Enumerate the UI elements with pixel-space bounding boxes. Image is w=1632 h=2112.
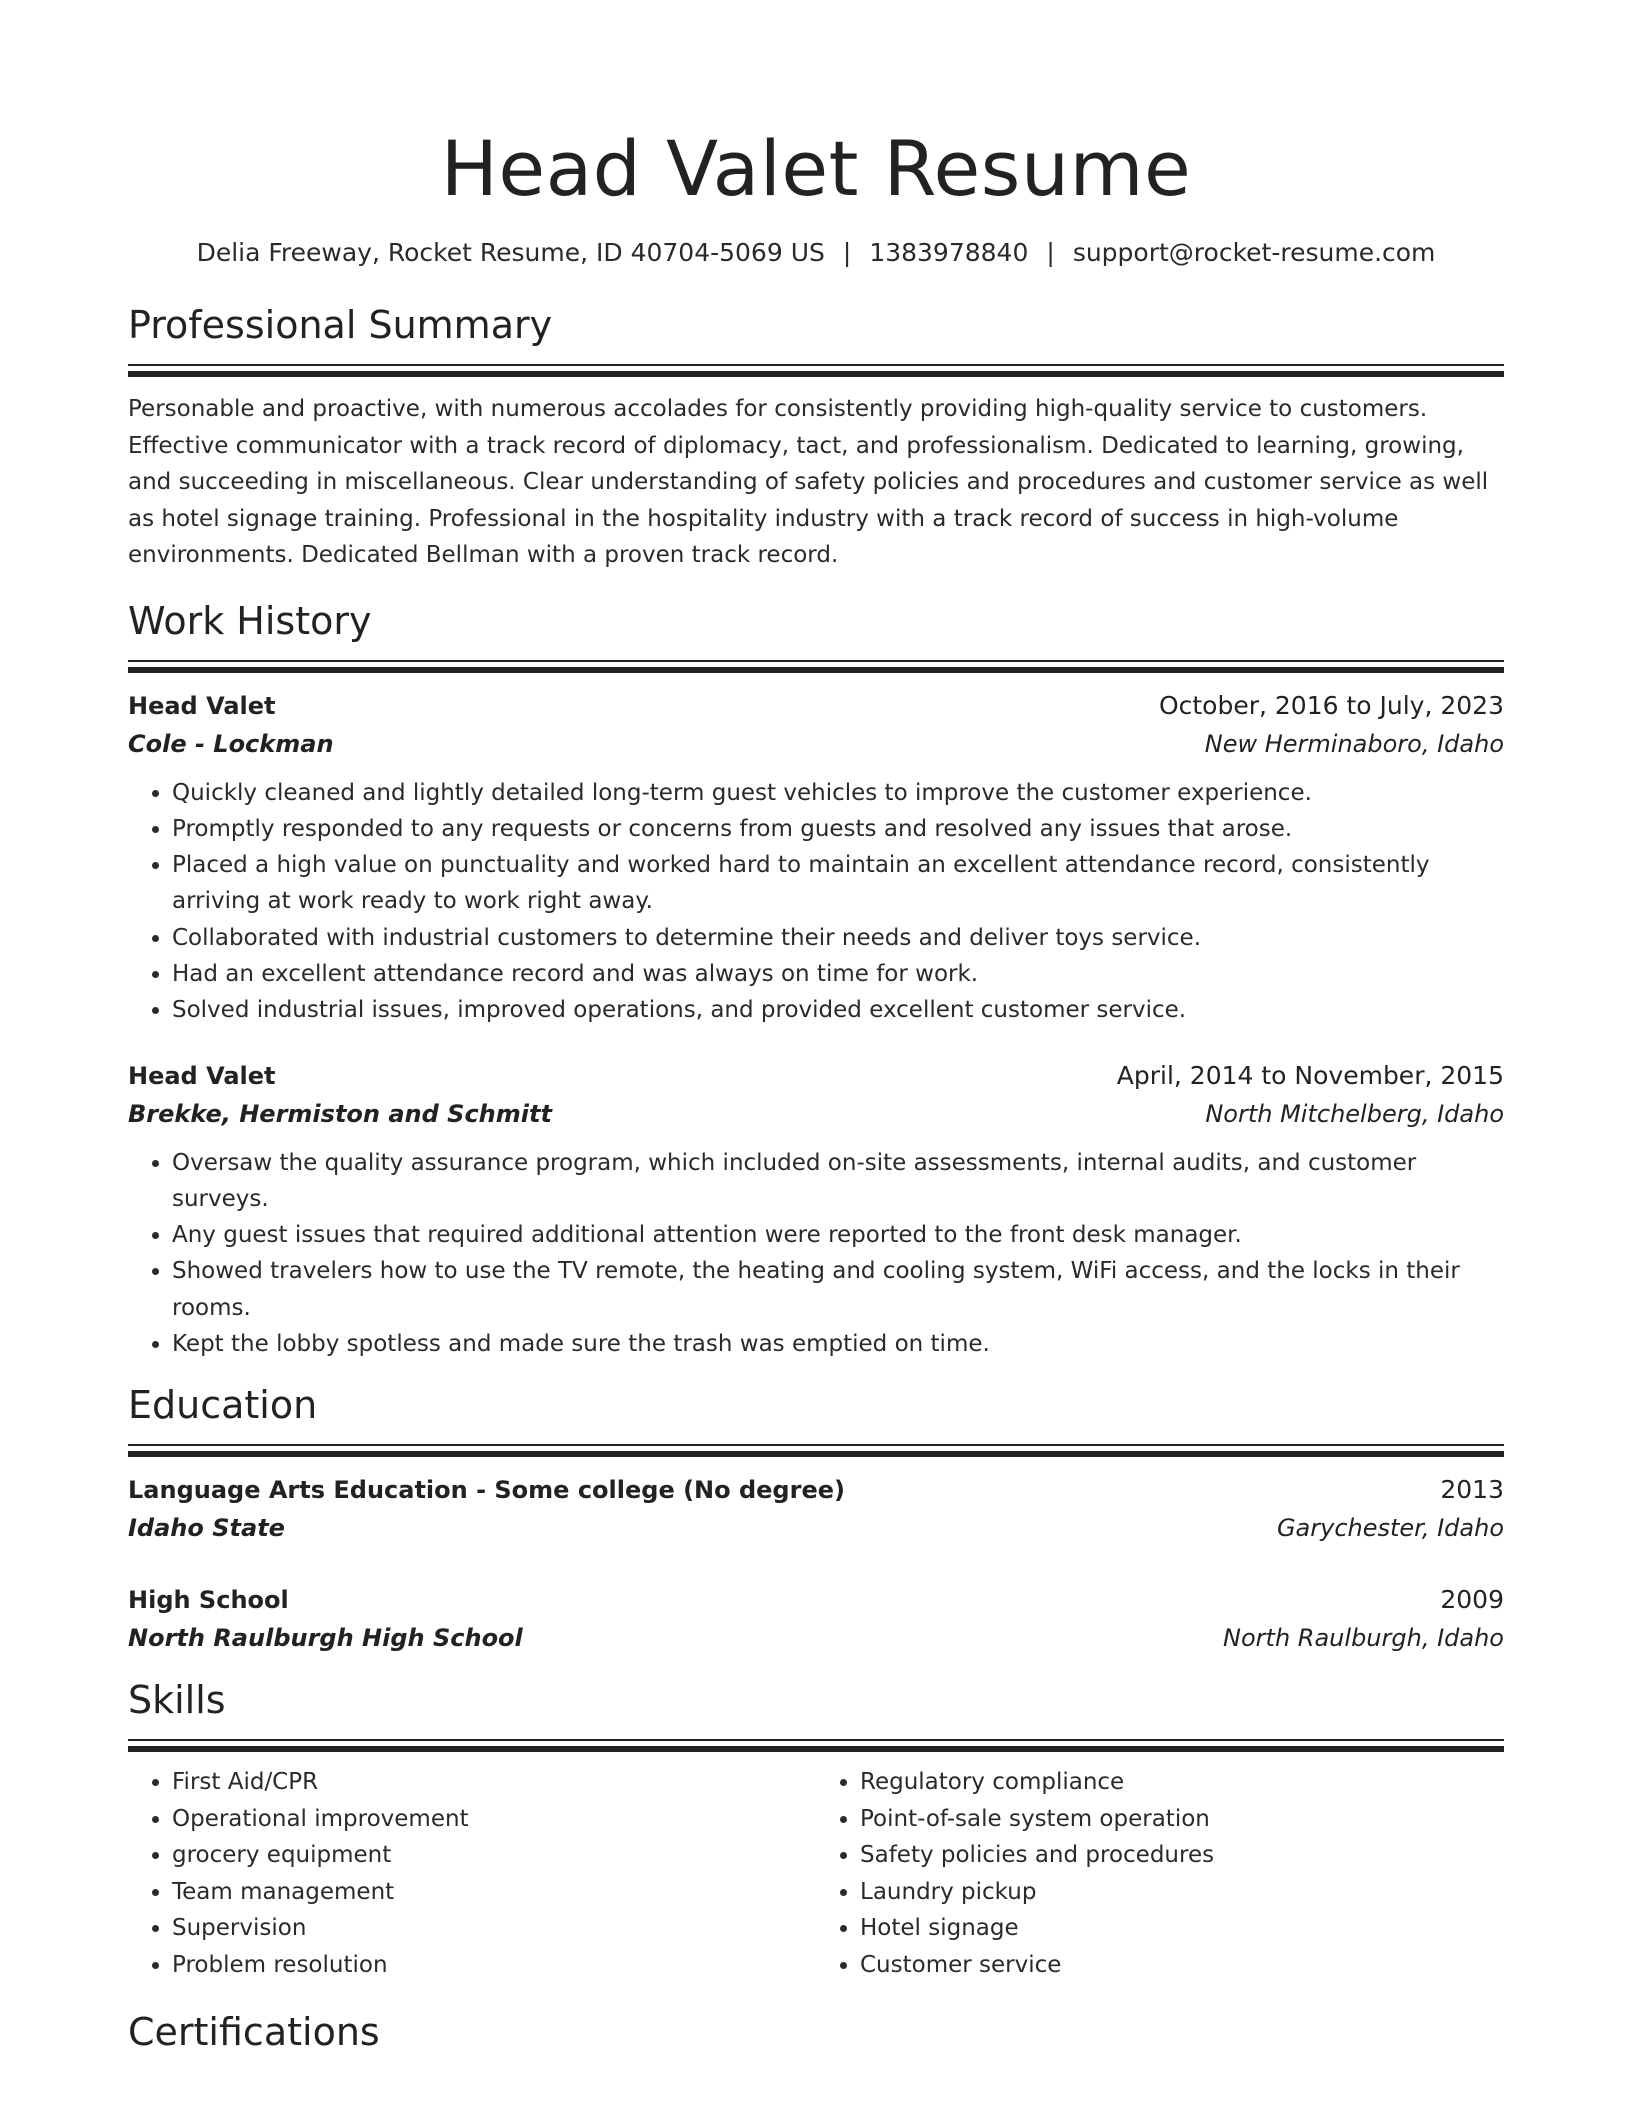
education-school: Idaho State	[128, 1514, 285, 1543]
skill-item: • Regulatory compliance	[860, 1764, 1504, 1801]
contact-phone: 1383978840	[869, 238, 1029, 267]
skill-item: • Team management	[172, 1874, 816, 1911]
skills-columns	[128, 1764, 1504, 1983]
section-rule-thin	[128, 364, 1504, 366]
contact-address: Delia Freeway, Rocket Resume, ID 40704-5069 US	[196, 238, 825, 267]
job-bullet: • Quickly cleaned and lightly detailed long-term guest vehicles to improve the customer experience.	[172, 775, 1504, 811]
education-section	[128, 1380, 1504, 1657]
contact-line	[128, 236, 1504, 270]
contact-separator: |	[842, 238, 852, 267]
job-title: Head Valet	[128, 1061, 276, 1090]
education-location: North Raulburgh, Idaho	[1223, 1624, 1504, 1653]
education-entry	[128, 1471, 1504, 1547]
skill-item: • Point-of-sale system operation	[860, 1801, 1504, 1838]
education-year: 2009	[1440, 1585, 1504, 1615]
section-rule-thick	[128, 667, 1504, 673]
skill-item: • Customer service	[860, 1947, 1504, 1984]
resume-page	[128, 0, 1504, 2057]
job-location: North Mitchelberg, Idaho	[1205, 1099, 1504, 1128]
job-entry	[128, 687, 1504, 1029]
section-title-skills: Skills	[128, 1678, 226, 1723]
contact-email: support@rocket-resume.com	[1072, 238, 1436, 267]
summary-section	[128, 300, 1504, 574]
section-title-education: Education	[128, 1383, 318, 1428]
skill-item: • Laundry pickup	[860, 1874, 1504, 1911]
skill-item: • Hotel signage	[860, 1910, 1504, 1947]
summary-text: Personable and proactive, with numerous accolades for consistently providing high-quality service to customers. Effective communicator with a track record of diplomacy, tact, and professionalism. Dedicated to learning, growing, and succeeding in miscellaneous. Clear understanding of safety policies and procedures and customer service as well as hotel signage training. Professional in the hospitality industry with a track record of success in high-volume environments. Dedicated Bellman with a proven track record.	[128, 396, 1489, 568]
skill-item: • Supervision	[172, 1910, 816, 1947]
section-title-certifications: Certifications	[128, 2010, 380, 2055]
section-rule-thick	[128, 1451, 1504, 1457]
skill-item: • First Aid/CPR	[172, 1764, 816, 1801]
education-school: North Raulburgh High School	[128, 1624, 523, 1653]
skills-section	[128, 1675, 1504, 1983]
job-bullet: • Kept the lobby spotless and made sure the trash was emptied on time.	[172, 1326, 1504, 1362]
resume-title: Head Valet Resume	[440, 124, 1192, 213]
job-company: Cole - Lockman	[128, 729, 334, 758]
skill-item: • grocery equipment	[172, 1837, 816, 1874]
job-bullet: • Oversaw the quality assurance program, which included on-site assessments, internal audits, and customer surveys.	[172, 1145, 1504, 1218]
job-title: Head Valet	[128, 691, 276, 720]
job-bullet: • Solved industrial issues, improved operations, and provided excellent customer service.	[172, 992, 1504, 1028]
job-company: Brekke, Hermiston and Schmitt	[128, 1099, 552, 1128]
job-entry	[128, 1057, 1504, 1363]
education-degree: Language Arts Education - Some college (No degree)	[128, 1476, 845, 1505]
job-bullet: • Collaborated with industrial customers to determine their needs and deliver toys service.	[172, 920, 1504, 956]
section-rule-thick	[128, 1746, 1504, 1752]
education-entry	[128, 1581, 1504, 1657]
section-rule-thin	[128, 1739, 1504, 1741]
skill-item: • Safety policies and procedures	[860, 1837, 1504, 1874]
job-bullet-list	[128, 1145, 1504, 1363]
job-location: New Herminaboro, Idaho	[1204, 729, 1504, 758]
education-year: 2013	[1440, 1475, 1504, 1505]
work-history-section	[128, 596, 1504, 1363]
certifications-section	[128, 2007, 1504, 2057]
skills-list-left	[128, 1764, 816, 1983]
job-bullet: • Any guest issues that required additional attention were reported to the front desk manager.	[172, 1217, 1504, 1253]
section-title-work: Work History	[128, 598, 372, 643]
section-title-summary: Professional Summary	[128, 303, 553, 347]
job-bullet: • Had an excellent attendance record and was always on time for work.	[172, 956, 1504, 992]
job-bullet: • Placed a high value on punctuality and worked hard to maintain an excellent attendance record, consistently arriving at work ready to work right away.	[172, 847, 1504, 920]
section-rule-thin	[128, 1444, 1504, 1446]
job-bullet: • Showed travelers how to use the TV remote, the heating and cooling system, WiFi access, and the locks in their rooms.	[172, 1253, 1504, 1326]
skill-item: • Problem resolution	[172, 1947, 816, 1984]
section-rule-thin	[128, 660, 1504, 662]
job-bullet-list	[128, 775, 1504, 1029]
job-dates: April, 2014 to November, 2015	[1116, 1060, 1504, 1090]
education-location: Garychester, Idaho	[1276, 1514, 1504, 1543]
contact-separator: |	[1046, 238, 1055, 267]
job-bullet: • Promptly responded to any requests or concerns from guests and resolved any issues that arose.	[172, 811, 1504, 847]
skills-list-right	[816, 1764, 1504, 1983]
job-dates: October, 2016 to July, 2023	[1158, 690, 1504, 720]
education-degree: High School	[128, 1586, 289, 1615]
section-rule-thick	[128, 371, 1504, 377]
skill-item: • Operational improvement	[172, 1801, 816, 1838]
